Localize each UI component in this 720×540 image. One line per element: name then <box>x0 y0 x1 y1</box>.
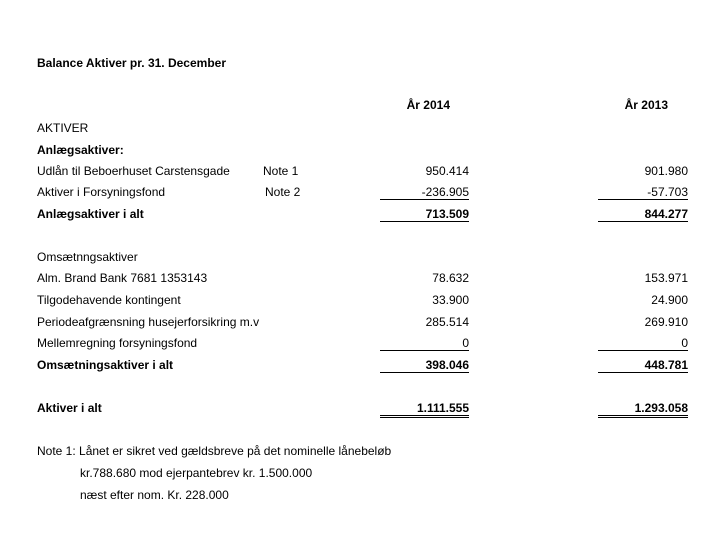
fixed-asset-row-2014: -236.905 <box>380 185 469 200</box>
note-line: Note 1: Lånet er sikret ved gældsbreve på det nominelle lånebeløb <box>37 444 392 458</box>
current-asset-row-2014: 78.632 <box>432 271 469 285</box>
current-assets-total-2013: 448.781 <box>598 358 688 373</box>
fixed-asset-row-note: Note 2 <box>265 185 301 199</box>
current-asset-row-2014: 0 <box>380 336 469 351</box>
current-asset-row-label: Periodeafgrænsning husejerforsikring m.v <box>37 315 260 329</box>
fixed-assets-total-2014: 713.509 <box>380 207 469 222</box>
current-assets-heading: Omsætnngsaktiver <box>37 250 138 264</box>
fixed-asset-row-2013: -57.703 <box>598 185 688 200</box>
fixed-assets-heading: Anlægsaktiver: <box>37 143 124 157</box>
current-asset-row-2013: 24.900 <box>651 293 688 307</box>
current-assets-total-2014: 398.046 <box>380 358 469 373</box>
current-asset-row-label: Tilgodehavende kontingent <box>37 293 181 307</box>
current-asset-row-2013: 0 <box>598 336 688 351</box>
current-asset-row-label: Alm. Brand Bank 7681 1353143 <box>37 271 208 285</box>
column-header-2014: År 2014 <box>406 98 450 112</box>
fixed-asset-row-note: Note 1 <box>263 164 299 178</box>
fixed-assets-total-label: Anlægsaktiver i alt <box>37 207 144 221</box>
document-title: Balance Aktiver pr. 31. December <box>37 56 226 70</box>
grand-total-label: Aktiver i alt <box>37 401 102 415</box>
current-asset-row-2014: 285.514 <box>425 315 469 329</box>
current-asset-row-2014: 33.900 <box>432 293 469 307</box>
current-assets-total-label: Omsætningsaktiver i alt <box>37 358 174 372</box>
note-line: næst efter nom. Kr. 228.000 <box>80 488 229 502</box>
note-line: kr.788.680 mod ejerpantebrev kr. 1.500.000 <box>80 466 313 480</box>
fixed-asset-row-2014: 950.414 <box>425 164 469 178</box>
grand-total-2014: 1.111.555 <box>380 401 469 418</box>
grand-total-2013: 1.293.058 <box>598 401 688 418</box>
fixed-asset-row-label: Udlån til Beboerhuset Carstensgade <box>37 164 230 178</box>
section-header-aktiver: AKTIVER <box>37 121 89 135</box>
current-asset-row-2013: 269.910 <box>644 315 688 329</box>
fixed-assets-total-2013: 844.277 <box>598 207 688 222</box>
current-asset-row-2013: 153.971 <box>644 271 688 285</box>
fixed-asset-row-2013: 901.980 <box>644 164 688 178</box>
column-header-2013: År 2013 <box>624 98 668 112</box>
fixed-asset-row-label: Aktiver i Forsyningsfond <box>37 185 166 199</box>
current-asset-row-label: Mellemregning forsyningsfond <box>37 336 198 350</box>
